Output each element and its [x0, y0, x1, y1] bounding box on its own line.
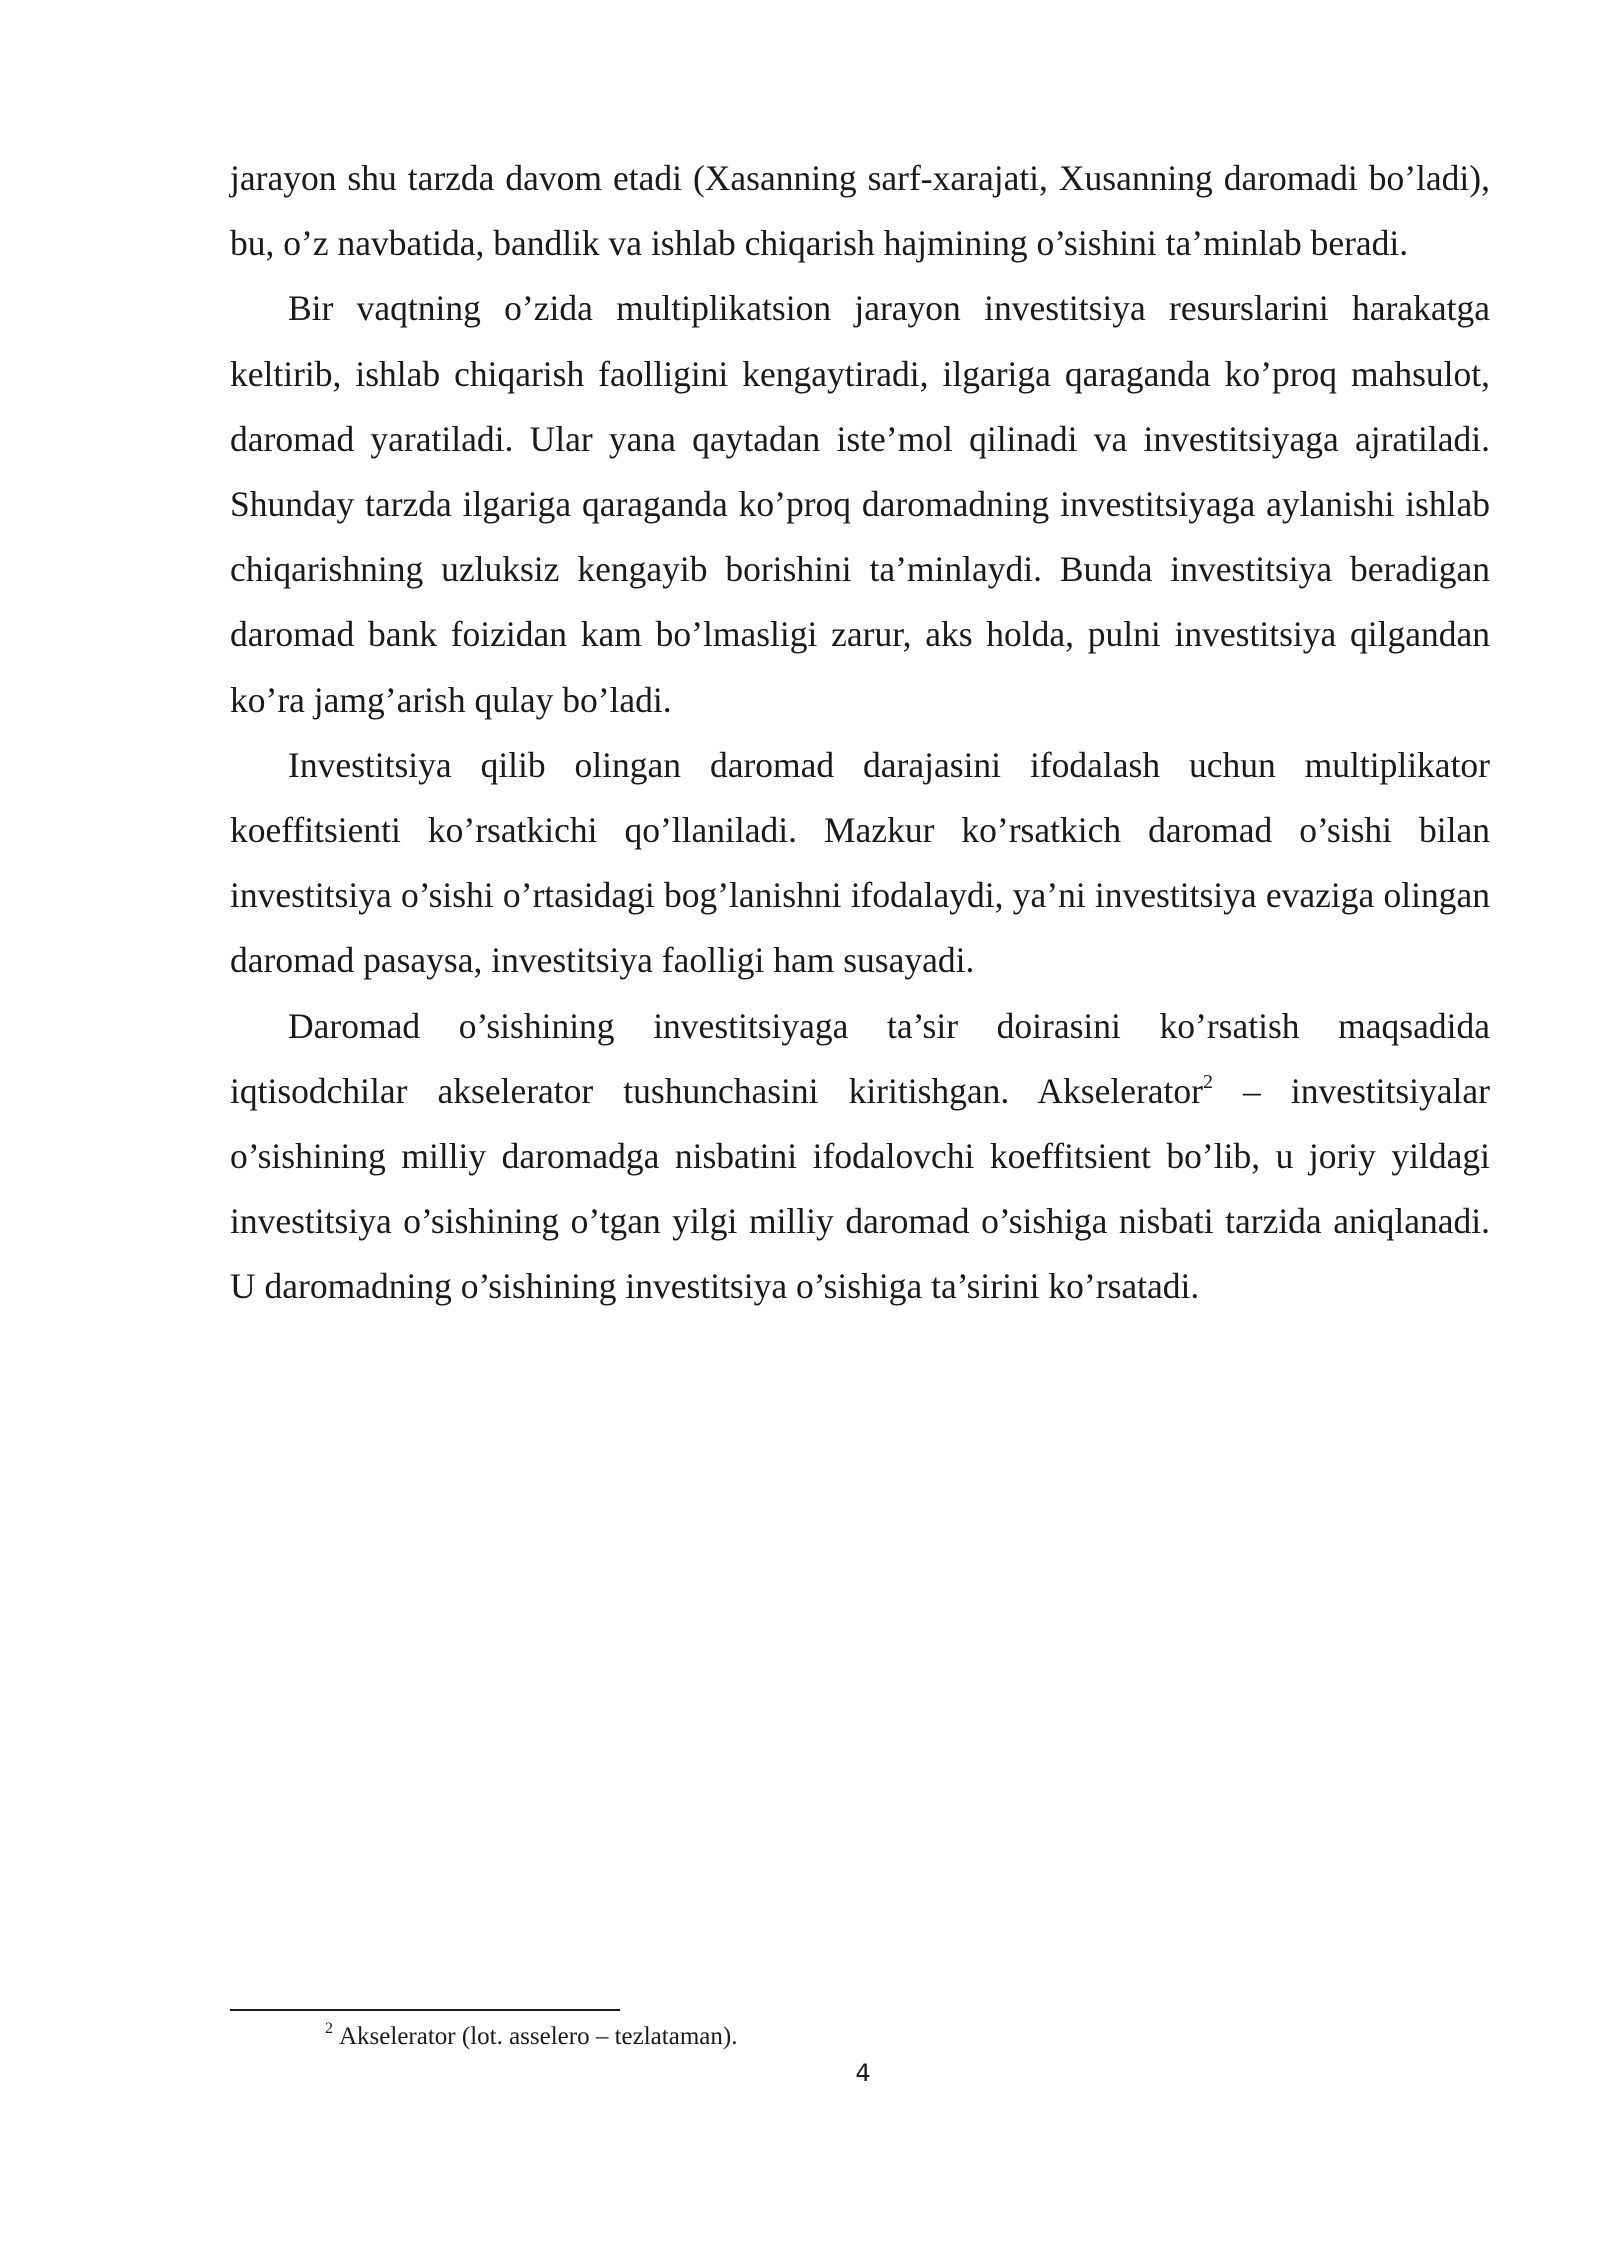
paragraph-3: Investitsiya qilib olingan daromad darajasini ifodalash uchun multiplikator koeffitsienti ko’rsatkichi qo’llaniladi. Mazkur ko’rsatkich daromad o’sishi bilan investitsiya o’sishi o’rtasidagi bog’lanishni ifodalaydi, ya’ni investitsiya evaziga olingan daromad pasaysa, investitsiya faolligi ham susayadi.: [230, 744, 1490, 981]
body-text: [230, 146, 1490, 1320]
paragraph-4-text-end: – investitsiyalar o’sishining milliy daromadga nisbatini ifodalovchi koeffitsient bo’lib, u joriy yildagi investitsiya o’sishining o’tgan yilgi milliy daromad o’sishiga nisbati tarzida aniqlanadi. U daromadning o’sishining investitsiya o’sishiga ta’sirini ko’rsatadi.: [230, 1070, 1490, 1307]
paragraph-2: Bir vaqtning o’zida multiplikatsion jarayon investitsiya resurslarini harakatga keltirib, ishlab chiqarish faolligini kengaytiradi, ilgariga qaraganda ko’proq mahsulot, daromad yaratiladi. Ular yana qaytadan iste’mol qilinadi va investitsiyaga ajratiladi. Shunday tarzda ilgariga qaraganda ko’proq daromadning investitsiyaga aylanishi ishlab chiqarishning uzluksiz kengayib borishini ta’minlaydi. Bunda investitsiya beradigan daromad bank foizidan kam bo’lmasligi zarur, aks holda, pulni investitsiya qilgandan ko’ra jamg’arish qulay bo’ladi.: [230, 288, 1490, 720]
footnote-number: 2: [325, 2020, 333, 2037]
footnote: [325, 2020, 737, 2054]
paragraph-1: jarayon shu tarzda davom etadi (Xasanning sarf-xarajati, Xusanning daromadi bo’ladi), bu, o’z navbatida, bandlik va ishlab chiqarish hajmining o’sishini ta’minlab beradi.: [230, 158, 1490, 264]
footnote-text: Akselerator (lot. asselero – tezlataman).: [339, 2023, 738, 2050]
paragraph-4: [230, 994, 1490, 1320]
paragraph-4-text-start: Daromad o’sishining investitsiyaga ta’sir doirasini ko’rsatish maqsadida iqtisodchilar akselerator tushunchasini kiritishgan. Akselerator: [230, 1005, 1490, 1111]
footnote-reference[interactable]: 2: [1202, 1070, 1213, 1093]
page-number: 4: [855, 2059, 871, 2087]
footnote-separator: [230, 2009, 620, 2011]
